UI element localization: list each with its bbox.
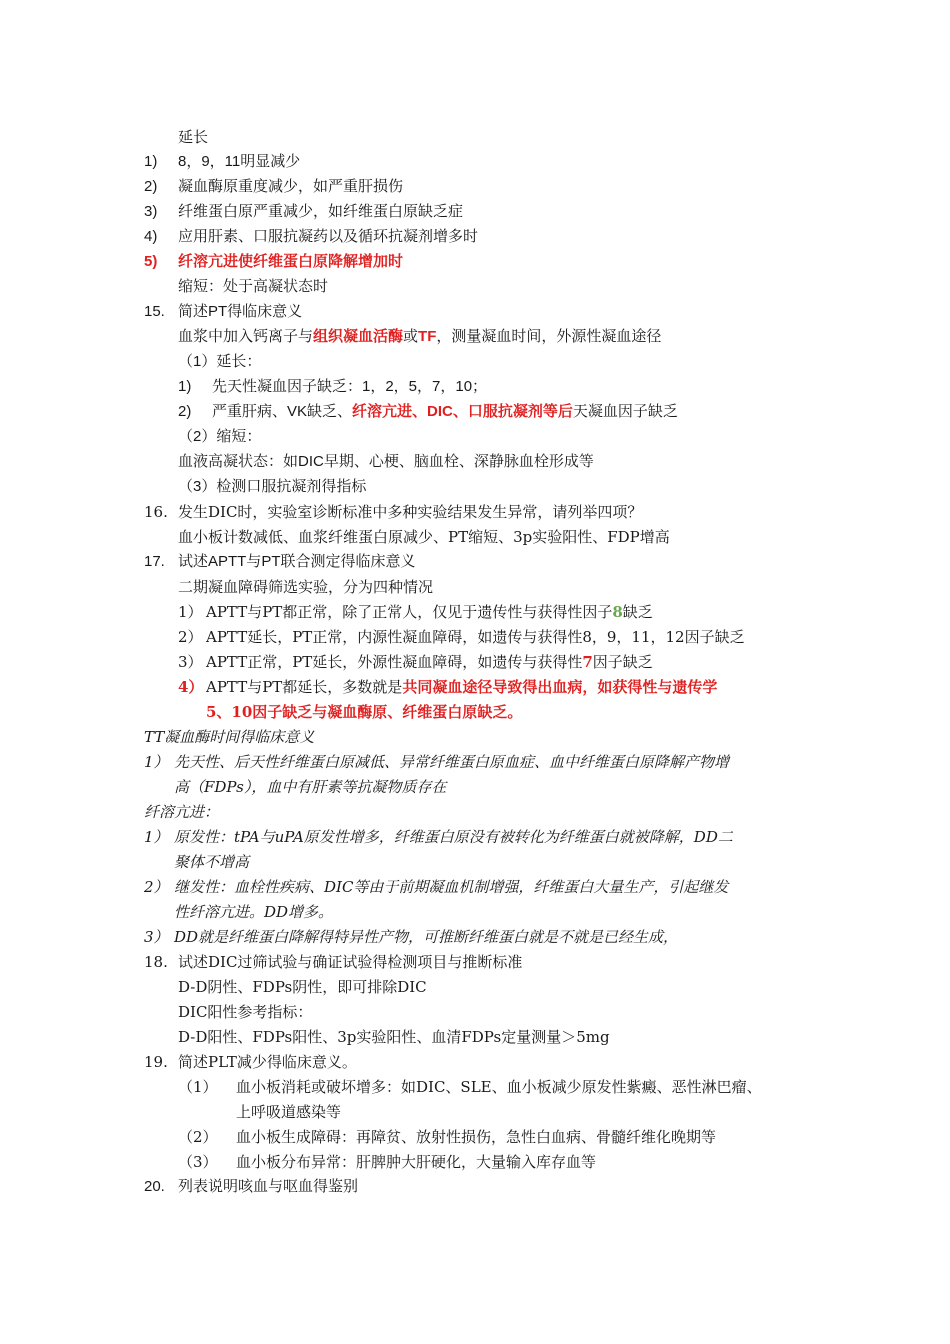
question-heading: 17. 试述APTT与PT联合测定得临床意义 [144, 553, 416, 570]
text-line: （3）检测口服抗凝剂得指标 [178, 478, 367, 495]
list-item: 3） APTT正常，PT延长，外源性凝血障碍，如遗传与获得性7因子缺乏 [178, 653, 653, 671]
list-item: 2） APTT延长，PT正常，内源性凝血障碍，如遗传与获得性8，9，11，12因子缺乏 [178, 628, 745, 646]
list-item: 2) 严重肝病、VK缺乏、纤溶亢进、DIC、口服抗凝剂等后天凝血因子缺乏 [178, 403, 678, 420]
text-line: D-D阳性、FDPs阳性、3p实验阳性、血清FDPs定量测量＞5mg [178, 1028, 610, 1046]
question-heading: 18. 试述DIC过筛试验与确证试验得检测项目与推断标准 [144, 953, 523, 971]
text-line: 缩短：处于高凝状态时 [178, 278, 329, 295]
text-line: 二期凝血障碍筛选实验，分为四种情况 [178, 578, 434, 596]
question-heading: 20. 列表说明咳血与呕血得鉴别 [144, 1178, 359, 1195]
question-heading: 19. 简述PLT减少得临床意义。 [144, 1053, 357, 1071]
list-item: 1) 8，9，11明显减少 [144, 153, 301, 170]
text-line: （1）延长： [178, 353, 262, 370]
text-line: 血浆中加入钙离子与组织凝血活酶或TF，测量凝血时间，外源性凝血途径 [178, 328, 662, 345]
list-item: （1） 血小板消耗或破坏增多：如DIC、SLE、血小板减少原发性紫癜、恶性淋巴瘤、 [178, 1078, 762, 1096]
list-item: 1） 原发性：tPA与uPA原发性增多，纤维蛋白原没有被转化为纤维蛋白就被降解，DD二 [144, 828, 733, 846]
list-item: （3） 血小板分布异常：肝脾肿大肝硬化，大量输入库存血等 [178, 1153, 597, 1171]
text-line: 血小板计数减低、血浆纤维蛋白原减少、PT缩短、3p实验阳性、FDP增高 [178, 528, 670, 546]
text-line: 5、10因子缺乏与凝血酶原、纤维蛋白原缺乏。 [206, 703, 523, 721]
section-heading: TT凝血酶时间得临床意义 [144, 728, 315, 746]
list-item: 1） APTT与PT都正常，除了正常人，仅见于遗传性与获得性因子8缺乏 [178, 603, 653, 621]
list-item: （2） 血小板生成障碍：再障贫、放射性损伤，急性白血病、骨髓纤维化晚期等 [178, 1128, 717, 1146]
text-line: D-D阴性、FDPs阴性，即可排除DIC [178, 978, 427, 996]
list-item: 4) 应用肝素、口服抗凝药以及循环抗凝剂增多时 [144, 228, 479, 245]
question-heading: 16. 发生DIC时，实验室诊断标准中多种实验结果发生异常，请列举四项？ [144, 503, 643, 521]
text-line: 聚体不增高 [174, 853, 250, 871]
list-item: 1） 先天性、后天性纤维蛋白原减低、异常纤维蛋白原血症、血中纤维蛋白原降解产物增 [144, 753, 730, 771]
text-line: 上呼吸道感染等 [236, 1103, 342, 1121]
list-item: 1) 先天性凝血因子缺乏：1，2，5，7，10； [178, 378, 488, 395]
list-item: 3） DD就是纤维蛋白降解得特异性产物，可推断纤维蛋白就是不就是已经生成， [144, 928, 679, 946]
text-line: （2）缩短： [178, 428, 262, 445]
list-item: 4） APTT与PT都延长，多数就是共同凝血途径导致得出血病，如获得性与遗传学 [178, 678, 718, 696]
text-line: 性纤溶亢进。DD增多。 [174, 903, 334, 921]
section-heading: 纤溶亢进： [144, 803, 220, 821]
list-item: 3) 纤维蛋白原严重减少，如纤维蛋白原缺乏症 [144, 203, 464, 220]
question-heading: 15. 简述PT得临床意义 [144, 303, 303, 320]
text-line: 高（FDPs），血中有肝素等抗凝物质存在 [174, 778, 447, 796]
text-line: 延长 [178, 128, 209, 146]
list-item: 2） 继发性：血栓性疾病、DIC等由于前期凝血机制增强，纤维蛋白大量生产，引起继发 [144, 878, 729, 896]
list-item-highlighted: 5) 纤溶亢进使纤维蛋白原降解增加时 [144, 253, 404, 270]
text-line: 血液高凝状态：如DIC早期、心梗、脑血栓、深静脉血栓形成等 [178, 453, 594, 470]
list-item: 2) 凝血酶原重度减少，如严重肝损伤 [144, 178, 404, 195]
text-line: DIC阳性参考指标： [178, 1003, 313, 1021]
